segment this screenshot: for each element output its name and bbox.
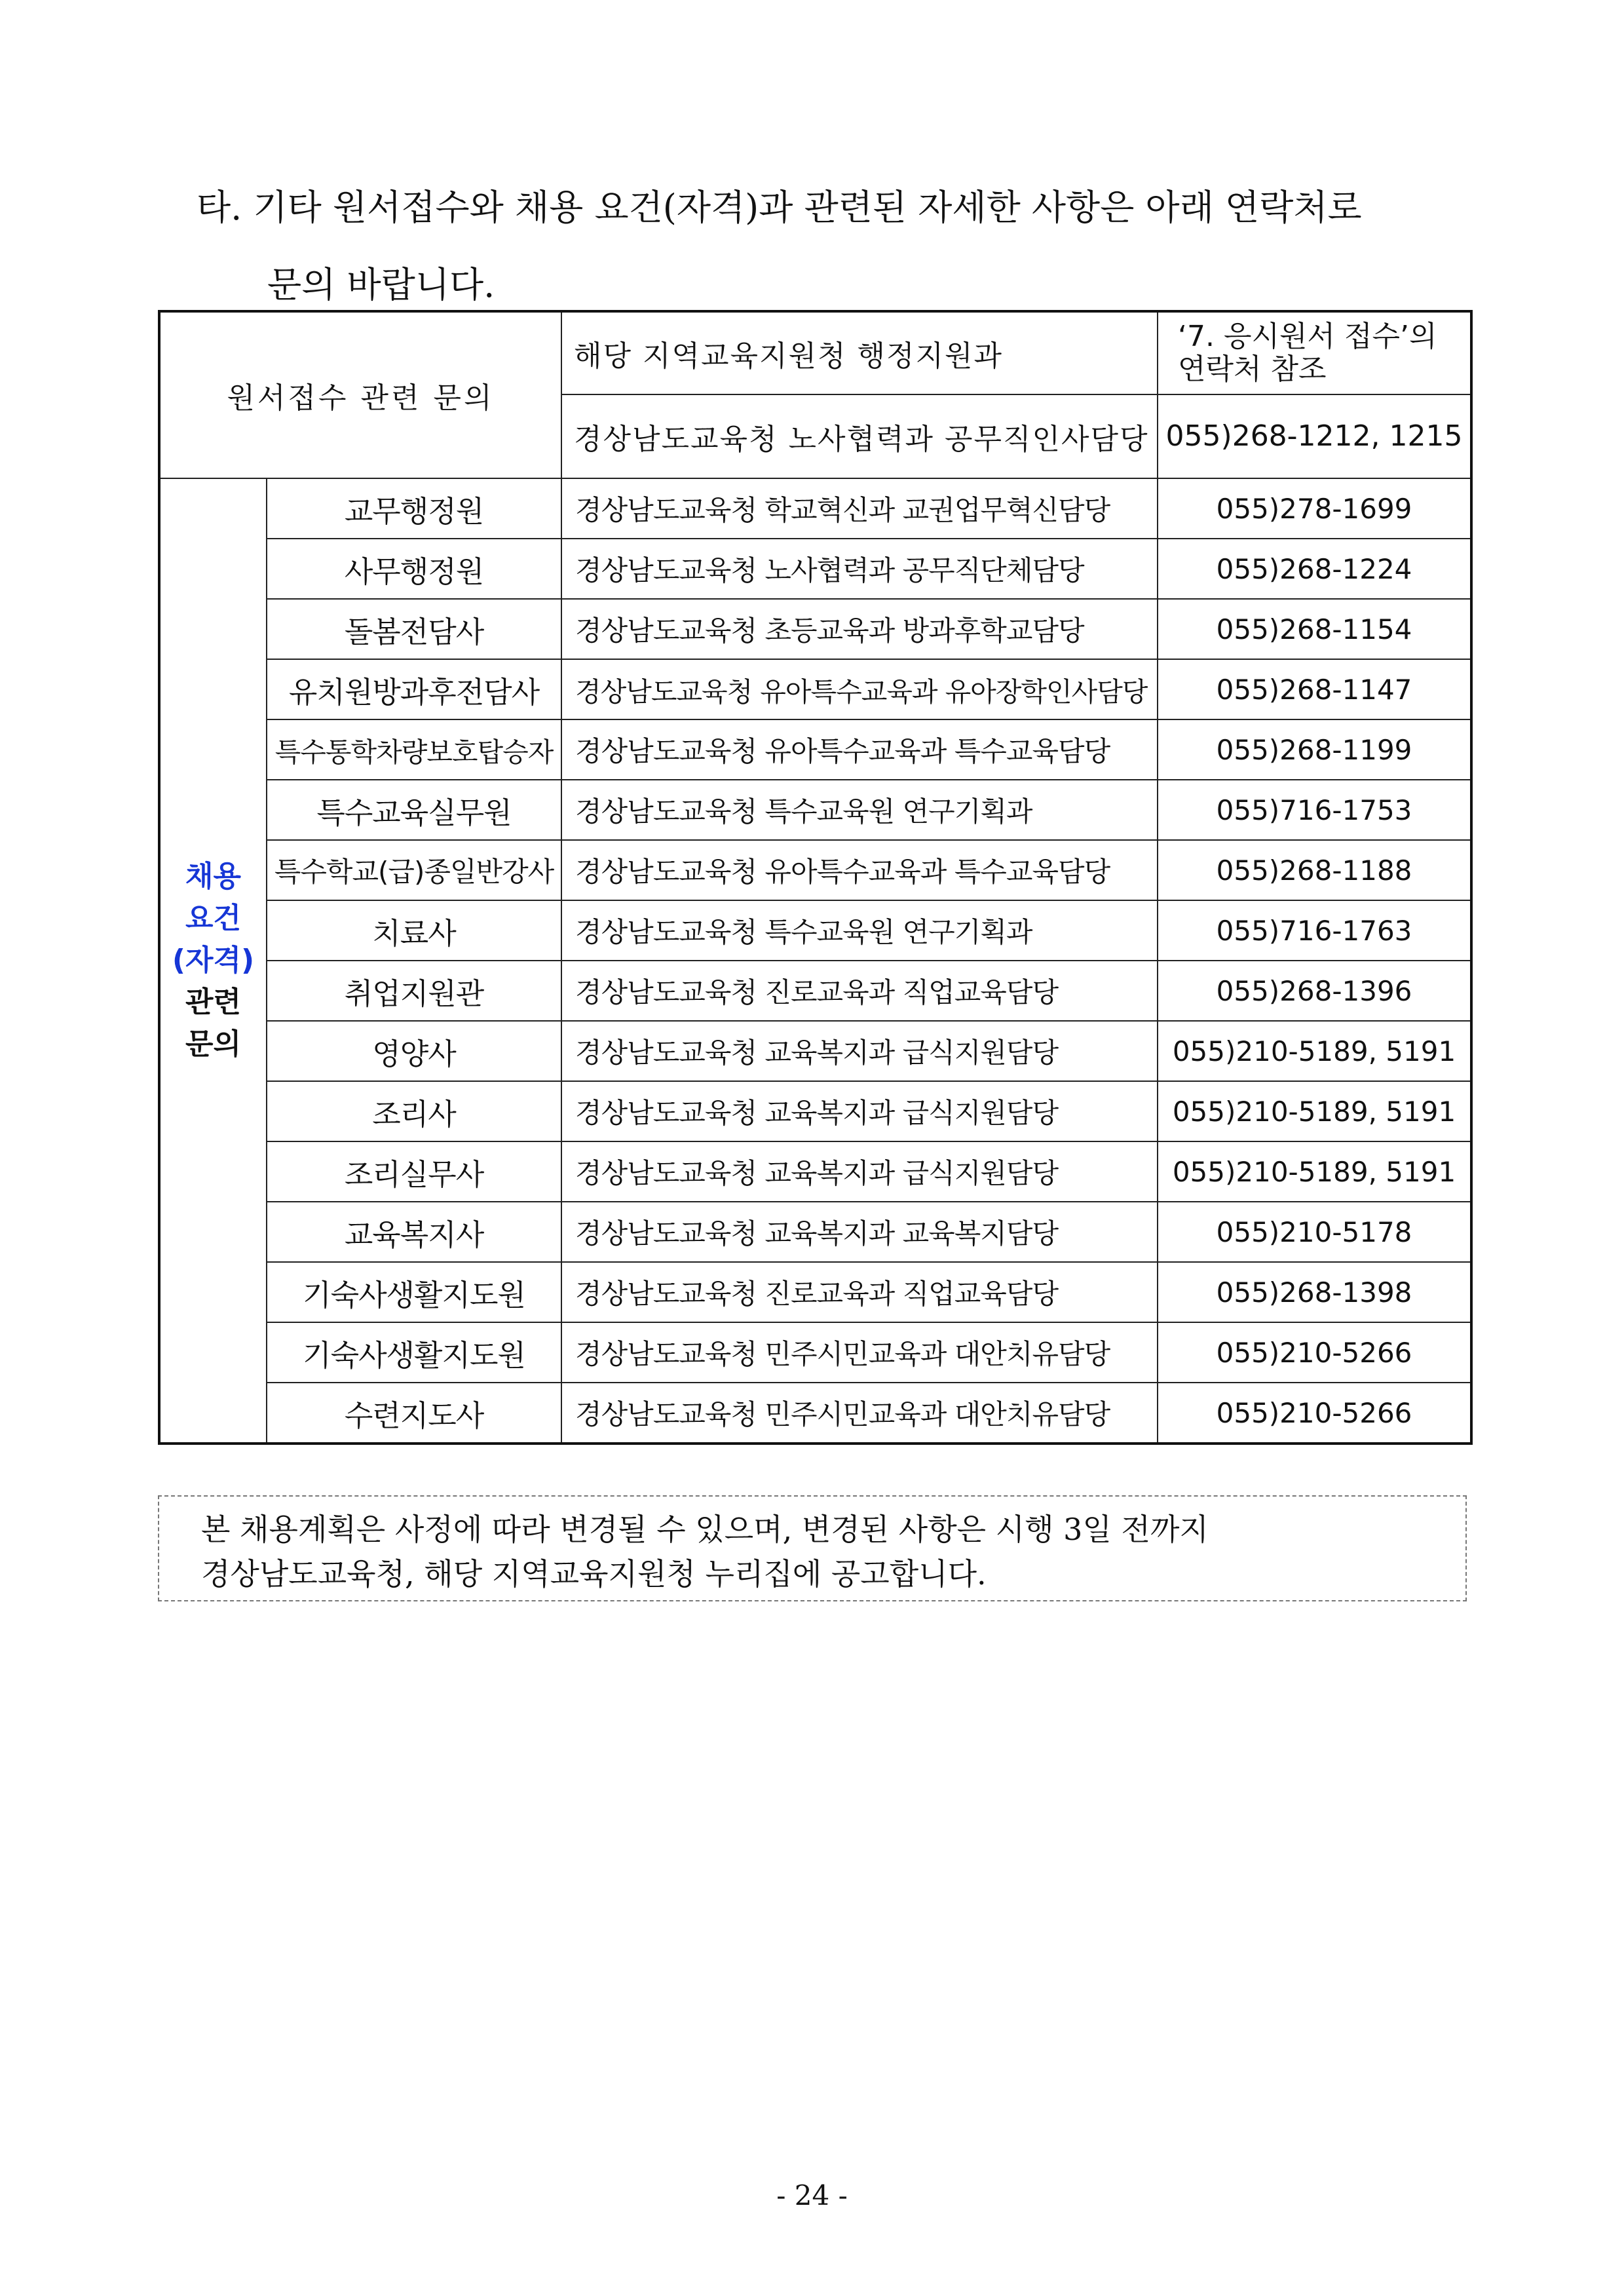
phone-cell: 055)716-1753 (1158, 780, 1471, 840)
table-row (159, 1262, 1471, 1322)
job-title-cell: 취업지원관 (267, 961, 561, 1021)
phone-cell: 055)268-1199 (1158, 719, 1471, 780)
phone-cell: 055)210-5266 (1158, 1383, 1471, 1444)
intro-line-2: 문의 바랍니다. (267, 264, 495, 305)
department-cell: 경상남도교육청 노사협력과 공무직단체담당 (561, 539, 1158, 599)
header-phone-1: ‘7. 응시원서 접수’의 연락처 참조 (1158, 311, 1471, 394)
department-cell: 경상남도교육청 민주시민교육과 대안치유담당 (561, 1322, 1158, 1383)
notice-box (158, 1495, 1467, 1601)
header-row-1 (159, 311, 1471, 394)
phone-cell: 055)268-1154 (1158, 599, 1471, 659)
job-title-cell: 돌봄전담사 (267, 599, 561, 659)
phone-cell: 055)268-1188 (1158, 840, 1471, 900)
notice-line-2: 경상남도교육청, 해당 지역교육지원청 누리집에 공고합니다. (201, 1556, 987, 1592)
table-row (159, 900, 1471, 961)
table-row (159, 599, 1471, 659)
phone-cell: 055)268-1398 (1158, 1262, 1471, 1322)
intro-paragraph (197, 169, 1494, 324)
table-row (159, 840, 1471, 900)
department-cell: 경상남도교육청 교육복지과 급식지원담당 (561, 1021, 1158, 1081)
job-title-cell: 특수통학차량보호탑승자 (267, 719, 561, 780)
phone-cell: 055)210-5189, 5191 (1158, 1141, 1471, 1202)
department-cell: 경상남도교육청 특수교육원 연구기획과 (561, 900, 1158, 961)
qualification-label-line5: 문의 (185, 1027, 241, 1061)
notice-line-1: 본 채용계획은 사정에 따라 변경될 수 있으며, 변경된 사항은 시행 3일 전까지 (201, 1512, 1209, 1547)
intro-line-1: 타. 기타 원서접수와 채용 요건(자격)과 관련된 자세한 사항은 아래 연락처로 (197, 187, 1362, 228)
table-row (159, 478, 1471, 539)
job-title-cell: 유치원방과후전담사 (267, 659, 561, 719)
phone-cell: 055)210-5178 (1158, 1202, 1471, 1262)
department-cell: 경상남도교육청 유아특수교육과 유아장학인사담당 (561, 659, 1158, 719)
department-cell: 경상남도교육청 민주시민교육과 대안치유담당 (561, 1383, 1158, 1444)
phone-cell: 055)210-5189, 5191 (1158, 1081, 1471, 1141)
table-row (159, 1021, 1471, 1081)
table-row (159, 1202, 1471, 1262)
table-row (159, 1081, 1471, 1141)
table-row (159, 659, 1471, 719)
phone-cell: 055)716-1763 (1158, 900, 1471, 961)
job-title-cell: 수련지도사 (267, 1383, 561, 1444)
table-row (159, 780, 1471, 840)
job-title-cell: 사무행정원 (267, 539, 561, 599)
application-inquiry-label: 원서접수 관련 문의 (159, 311, 561, 478)
job-title-cell: 조리실무사 (267, 1141, 561, 1202)
phone-cell: 055)268-1224 (1158, 539, 1471, 599)
table-row (159, 1141, 1471, 1202)
phone-cell: 055)268-1147 (1158, 659, 1471, 719)
header-phone-2: 055)268-1212, 1215 (1158, 394, 1471, 478)
qualification-label-line4: 관련 (185, 985, 241, 1019)
department-cell: 경상남도교육청 학교혁신과 교권업무혁신담당 (561, 478, 1158, 539)
department-cell: 경상남도교육청 진로교육과 직업교육담당 (561, 1262, 1158, 1322)
page-number: - 24 - (776, 2179, 848, 2211)
qualification-label-line2: 요건 (185, 902, 241, 935)
department-cell: 경상남도교육청 유아특수교육과 특수교육담당 (561, 840, 1158, 900)
department-cell: 경상남도교육청 교육복지과 급식지원담당 (561, 1081, 1158, 1141)
job-title-cell: 교육복지사 (267, 1202, 561, 1262)
phone-cell: 055)210-5189, 5191 (1158, 1021, 1471, 1081)
job-title-cell: 치료사 (267, 900, 561, 961)
department-cell: 경상남도교육청 유아특수교육과 특수교육담당 (561, 719, 1158, 780)
table-row (159, 961, 1471, 1021)
department-cell: 경상남도교육청 교육복지과 교육복지담당 (561, 1202, 1158, 1262)
header-dept-1: 해당 지역교육지원청 행정지원과 (561, 311, 1158, 394)
qualification-inquiry-label (159, 478, 267, 1444)
job-title-cell: 교무행정원 (267, 478, 561, 539)
table-row (159, 719, 1471, 780)
qualification-label-line1: 채용 (185, 860, 241, 893)
table-row (159, 1322, 1471, 1383)
department-cell: 경상남도교육청 진로교육과 직업교육담당 (561, 961, 1158, 1021)
job-title-cell: 조리사 (267, 1081, 561, 1141)
job-title-cell: 영양사 (267, 1021, 561, 1081)
job-title-cell: 특수학교(급)종일반강사 (267, 840, 561, 900)
phone-cell: 055)278-1699 (1158, 478, 1471, 539)
job-title-cell: 특수교육실무원 (267, 780, 561, 840)
job-title-cell: 기숙사생활지도원 (267, 1262, 561, 1322)
phone-cell: 055)268-1396 (1158, 961, 1471, 1021)
phone-cell: 055)210-5266 (1158, 1322, 1471, 1383)
header-dept-2: 경상남도교육청 노사협력과 공무직인사담당 (561, 394, 1158, 478)
contact-table (158, 310, 1473, 1445)
job-title-cell: 기숙사생활지도원 (267, 1322, 561, 1383)
table-row (159, 539, 1471, 599)
department-cell: 경상남도교육청 초등교육과 방과후학교담당 (561, 599, 1158, 659)
qualification-label-line3: (자격) (172, 944, 255, 977)
department-cell: 경상남도교육청 교육복지과 급식지원담당 (561, 1141, 1158, 1202)
table-row (159, 1383, 1471, 1444)
department-cell: 경상남도교육청 특수교육원 연구기획과 (561, 780, 1158, 840)
